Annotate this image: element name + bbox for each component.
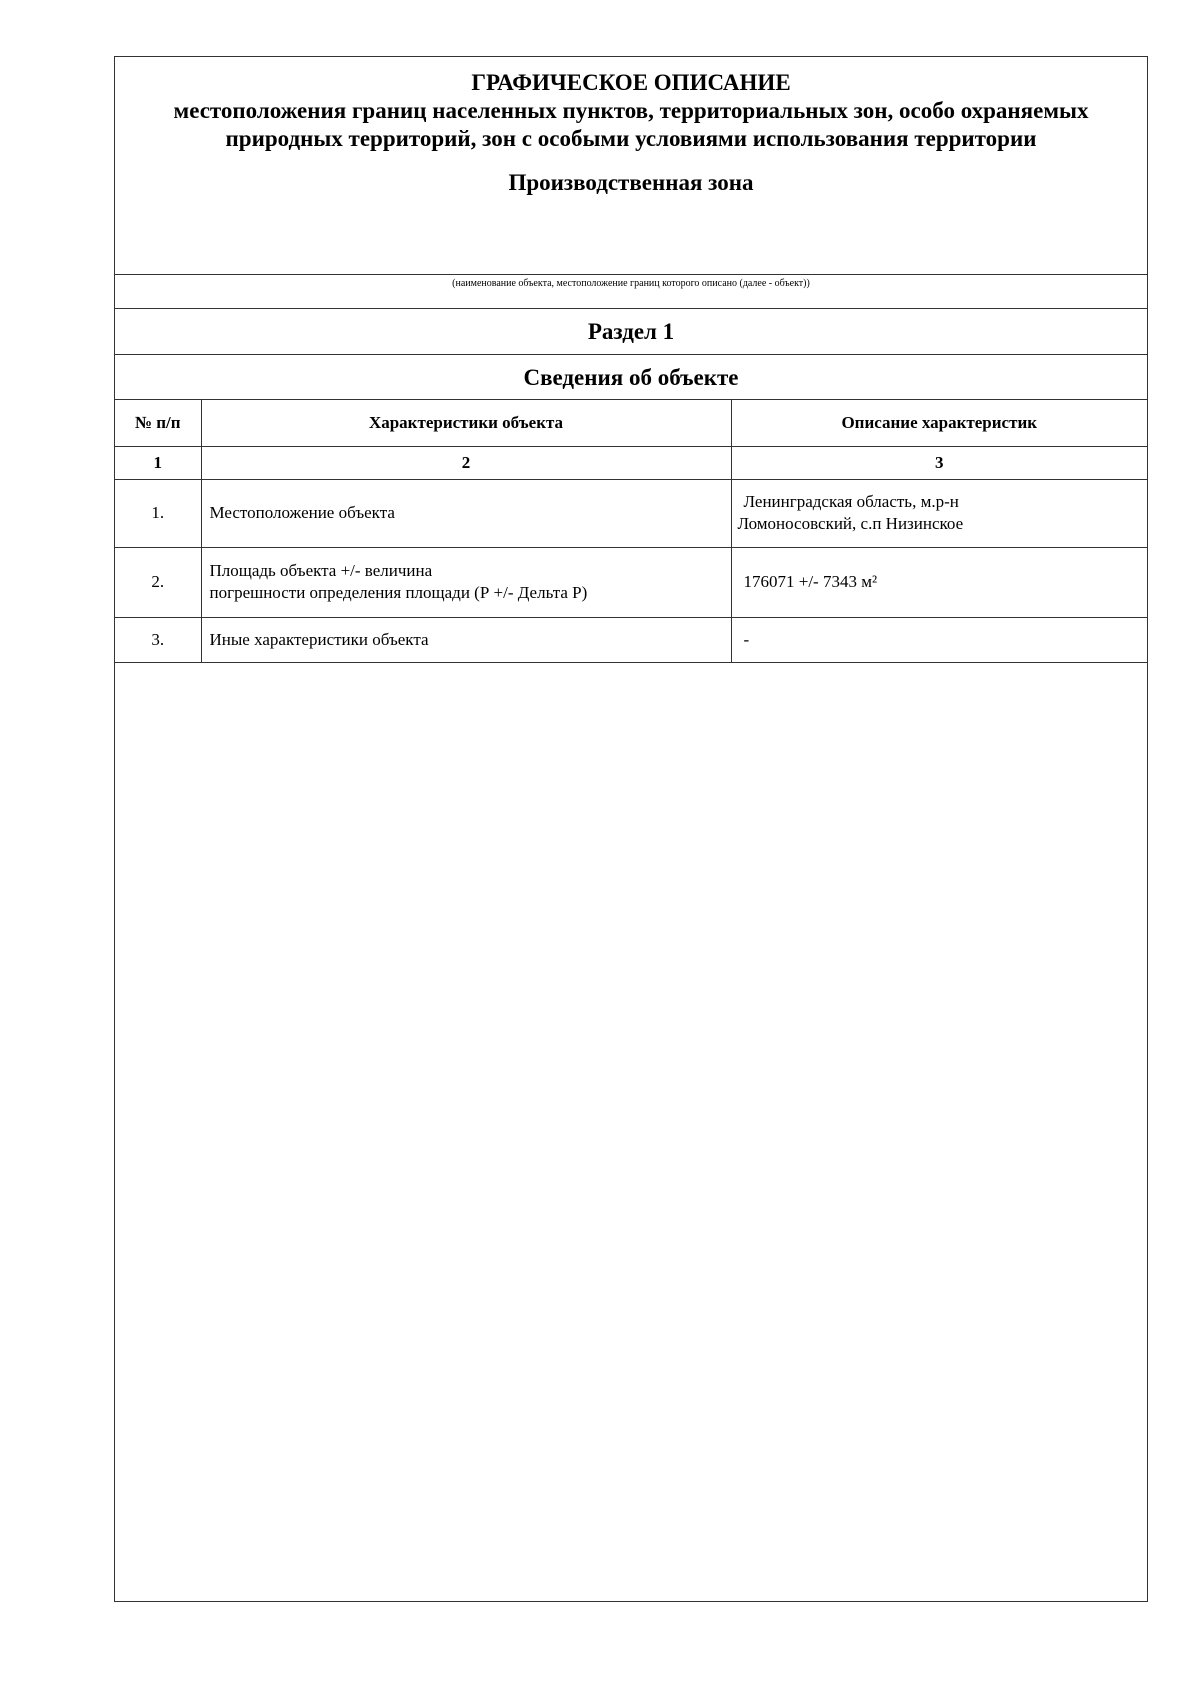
column-header-description: Описание характеристик (731, 400, 1147, 446)
description-line: Ленинградская область, м.р-н (743, 492, 959, 511)
section-number: Раздел 1 (115, 309, 1147, 355)
column-index-1: 1 (115, 446, 201, 479)
characteristic-line: Местоположение объекта (209, 503, 395, 522)
column-header-number: № п/п (115, 400, 201, 446)
table-row (115, 547, 1147, 617)
document-sheet (114, 56, 1148, 1602)
row-number: 2. (115, 547, 201, 617)
characteristic-line: погрешности определения площади (Р +/- Дельта Р) (209, 583, 588, 602)
table-row (115, 617, 1147, 662)
column-index-row (115, 446, 1147, 479)
description-line: - (743, 629, 750, 649)
table-row (115, 479, 1147, 547)
row-description (731, 479, 1147, 547)
characteristic-line: Иные характеристики объекта (209, 629, 429, 649)
column-index-2: 2 (201, 446, 731, 479)
column-header-characteristic: Характеристики объекта (201, 400, 731, 446)
object-info-table (115, 400, 1147, 663)
table-header-row (115, 400, 1147, 446)
row-characteristic (201, 479, 731, 547)
description-line: Ломоносовский, с.п Низинское (737, 514, 964, 533)
document-subtitle: местоположения границ населенных пунктов, территориальных зон, особо охраняемых природных территорий, зон с особыми условиями использования территории (173, 98, 1089, 151)
row-number: 3. (115, 617, 201, 662)
row-characteristic (201, 547, 731, 617)
characteristic-line: Площадь объекта +/- величина (209, 561, 433, 580)
section-title: Сведения об объекте (115, 355, 1147, 400)
row-characteristic (201, 617, 731, 662)
row-description (731, 547, 1147, 617)
row-number: 1. (115, 479, 201, 547)
column-index-3: 3 (731, 446, 1147, 479)
row-description (731, 617, 1147, 662)
description-line: 176071 +/- 7343 м² (743, 572, 878, 591)
document-header (115, 57, 1147, 275)
object-caption: (наименование объекта, местоположение границ которого описано (далее - объект)) (115, 275, 1147, 309)
zone-name: Производственная зона (508, 170, 754, 195)
document-title: ГРАФИЧЕСКОЕ ОПИСАНИЕ (471, 70, 791, 95)
